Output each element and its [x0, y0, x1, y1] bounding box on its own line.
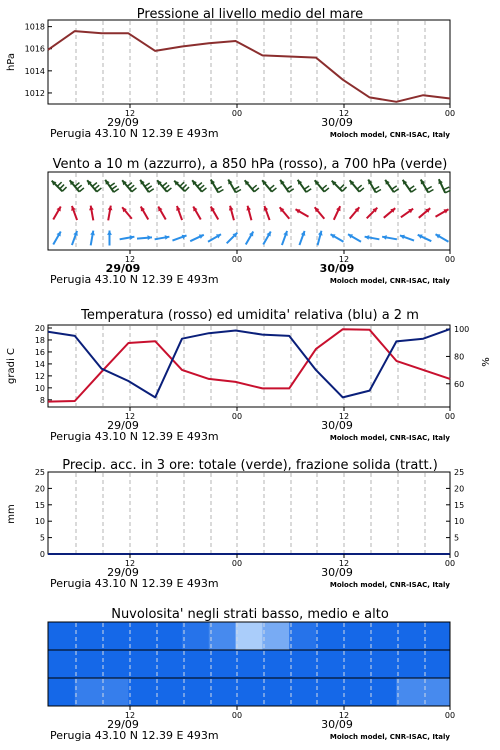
- temp-y-tick-label: 8: [39, 395, 45, 405]
- time-tick-label: 12: [124, 559, 136, 568]
- model-credit: Moloch model, CNR-ISAC, Italy: [329, 131, 450, 139]
- cloud-cell-basso: [236, 678, 263, 706]
- cloud-cell-basso: [396, 678, 423, 706]
- cloud-cell-alto: [155, 622, 182, 650]
- cloud-cell-medio: [102, 650, 129, 678]
- wind-arrow-700hPa: [157, 180, 171, 191]
- wind-barb: [200, 185, 205, 189]
- cloud-cell-basso: [128, 678, 155, 706]
- time-tick-label: 00: [444, 711, 456, 720]
- cloud-cell-medio: [128, 650, 155, 678]
- wind-arrow-10m: [190, 235, 204, 242]
- cloud-cell-alto: [236, 622, 263, 650]
- date-label: 30/09: [321, 718, 353, 731]
- wind-barb: [428, 189, 433, 192]
- wind-arrow-850hPa: [141, 207, 149, 220]
- temp-y-tick-label: 12: [34, 371, 45, 381]
- wind-barb: [167, 188, 172, 192]
- cloud-cell-alto: [102, 622, 129, 650]
- wind-barb: [272, 188, 277, 192]
- date-label: 30/09: [321, 116, 353, 129]
- precip-plot-frame: [48, 472, 450, 554]
- location-label: Perugia 43.10 N 12.39 E 493m: [50, 273, 219, 286]
- precip-y-tick-label: 10: [34, 517, 45, 527]
- temp-y-tick-label: 18: [34, 335, 45, 345]
- pressure-y-tick-label: 1016: [24, 44, 45, 54]
- cloud-cell-medio: [236, 650, 263, 678]
- time-tick-label: 12: [124, 109, 136, 118]
- wind-barb: [162, 183, 167, 187]
- wind-arrow-10m: [318, 231, 323, 245]
- cloud-cell-medio: [75, 650, 102, 678]
- wind-arrow-700hPa: [52, 181, 67, 192]
- wind-arrow-850hPa: [296, 209, 309, 217]
- wind-barb: [114, 189, 119, 192]
- wind-arrow-850hPa: [193, 207, 201, 220]
- wind-arrow-850hPa: [89, 206, 94, 221]
- wind-arrow-10m: [299, 231, 305, 245]
- wind-arrow-850hPa: [229, 206, 234, 220]
- date-label: 29/09: [105, 262, 141, 275]
- wind-arrow-700hPa: [421, 180, 434, 193]
- cloud-cell-basso: [316, 678, 343, 706]
- wind-barb: [306, 189, 311, 192]
- cloud-cell-alto: [75, 622, 102, 650]
- wind-barb: [92, 183, 97, 187]
- time-tick-label: 12: [338, 559, 350, 568]
- wind-arrow-700hPa: [174, 181, 189, 192]
- precip-y-tick-label-right: 0: [454, 550, 460, 559]
- wind-barb: [79, 188, 84, 192]
- wind-barb: [374, 186, 379, 189]
- cloud-cell-alto: [343, 622, 370, 650]
- wind-barb: [95, 185, 100, 189]
- wind-arrow-700hPa: [350, 180, 364, 191]
- wind-arrow-700hPa: [140, 180, 154, 192]
- wind-arrow-10m: [365, 235, 380, 240]
- wind-arrow-700hPa: [105, 180, 119, 192]
- wind-barb: [427, 186, 432, 189]
- cloud-cell-medio: [396, 650, 423, 678]
- wind-arrow-850hPa: [401, 209, 413, 218]
- temp-ylabel: gradi C: [6, 348, 17, 384]
- wind-barb: [60, 185, 64, 189]
- pressure-y-tick-label: 1012: [24, 88, 45, 98]
- wind-arrow-850hPa: [158, 207, 166, 220]
- wind-arrow-10m: [436, 234, 449, 242]
- wind-arrow-700hPa: [228, 180, 241, 193]
- wind-arrow-700hPa: [122, 180, 136, 191]
- temp-y-tick-label: 20: [34, 323, 45, 333]
- humidity-y-tick-label: 80: [454, 352, 465, 362]
- wind-barb: [97, 188, 102, 192]
- time-tick-label: 00: [231, 559, 243, 568]
- humidity-y-tick-label: 60: [454, 379, 465, 389]
- time-tick-label: 00: [231, 255, 243, 264]
- cloud-cell-alto: [209, 622, 236, 650]
- wind-barb: [62, 187, 66, 191]
- cloud-cell-medio: [262, 650, 289, 678]
- precip-y-tick-label: 15: [34, 500, 45, 510]
- wind-barb: [357, 185, 362, 189]
- wind-barb: [359, 188, 364, 192]
- wind-barb: [444, 187, 449, 190]
- precip-y-tick-label: 25: [34, 468, 45, 477]
- cloud-title: Nuvolosita' negli strati basso, medio e alto: [111, 607, 389, 622]
- wind-arrow-head: [147, 235, 152, 240]
- wind-arrow-10m: [90, 231, 95, 246]
- cloud-cell-alto: [316, 622, 343, 650]
- precip-y-tick-label: 0: [39, 550, 45, 559]
- time-tick-label: 00: [231, 109, 243, 118]
- cloud-cell-medio: [48, 650, 75, 678]
- location-label: Perugia 43.10 N 12.39 E 493m: [50, 430, 219, 443]
- time-tick-label: 12: [338, 412, 350, 421]
- cloud-cell-basso: [262, 678, 289, 706]
- wind-title: Vento a 10 m (azzurro), a 850 hPa (rosso), a 700 hPa (verde): [52, 157, 448, 172]
- wind-barb: [145, 183, 150, 186]
- cloud-cell-basso: [370, 678, 397, 706]
- time-tick-label: 12: [338, 255, 350, 264]
- time-tick-label: 00: [444, 559, 456, 568]
- wind-arrow-700hPa: [280, 180, 294, 192]
- wind-arrow-700hPa: [385, 180, 399, 192]
- precip-y-tick-label: 20: [34, 484, 45, 494]
- wind-arrow-850hPa: [280, 207, 290, 218]
- cloud-cell-medio: [289, 650, 316, 678]
- cloud-cell-alto: [396, 622, 423, 650]
- wind-arrow-10m: [331, 234, 344, 242]
- cloud-cell-basso: [48, 678, 75, 706]
- time-tick-label: 12: [124, 255, 136, 264]
- date-label: 30/09: [321, 566, 353, 579]
- wind-barb: [270, 185, 275, 189]
- cloud-cell-alto: [48, 622, 75, 650]
- wind-arrow-700hPa: [298, 180, 312, 192]
- wind-barb: [149, 189, 154, 192]
- date-label: 29/09: [107, 116, 139, 129]
- wind-barb: [132, 188, 137, 192]
- model-credit: Moloch model, CNR-ISAC, Italy: [329, 581, 450, 589]
- wind-arrow-10m: [107, 231, 112, 246]
- cloud-cell-basso: [289, 678, 316, 706]
- wind-arrow-700hPa: [87, 180, 101, 191]
- wind-arrow-10m: [418, 235, 432, 242]
- wind-barb: [57, 182, 61, 186]
- precip-y-tick-label-right: 10: [454, 517, 465, 527]
- wind-barb: [165, 185, 170, 189]
- date-label: 30/09: [319, 262, 355, 275]
- precip-ylabel: mm: [6, 504, 17, 524]
- temp-title: Temperatura (rosso) ed umidita' relativa (blu) a 2 m: [81, 308, 419, 323]
- wind-arrow-10m: [382, 235, 397, 240]
- temp-y-tick-label: 14: [34, 359, 45, 369]
- time-tick-label: 12: [124, 412, 136, 421]
- wind-arrow-850hPa: [211, 207, 219, 220]
- precip-y-tick-label-right: 15: [454, 500, 465, 510]
- time-tick-label: 12: [338, 711, 350, 720]
- model-credit: Moloch model, CNR-ISAC, Italy: [329, 434, 450, 442]
- time-tick-label: 00: [444, 412, 456, 421]
- time-tick-label: 00: [231, 711, 243, 720]
- wind-barb: [322, 185, 327, 189]
- pressure-title: Pressione al livello medio del mare: [136, 7, 364, 22]
- precip-title: Precip. acc. in 3 ore: totale (verde), frazione solida (tratt.): [62, 458, 438, 473]
- wind-arrow-700hPa: [368, 180, 381, 193]
- wind-barb: [217, 186, 222, 189]
- location-label: Perugia 43.10 N 12.39 E 493m: [50, 729, 219, 742]
- wind-barb: [340, 185, 344, 189]
- wind-barb: [197, 183, 202, 187]
- wind-barb: [252, 185, 257, 189]
- precip-y-tick-label-right: 5: [454, 533, 460, 543]
- wind-arrow-850hPa: [108, 206, 113, 221]
- time-tick-label: 12: [338, 109, 350, 118]
- precip-y-tick-label-right: 25: [454, 468, 465, 477]
- time-tick-label: 00: [444, 255, 456, 264]
- wind-barb: [304, 186, 309, 189]
- wind-arrow-10m: [72, 231, 78, 245]
- wind-arrow-10m: [227, 233, 238, 244]
- wind-arrow-700hPa: [211, 180, 224, 193]
- temp-y-tick-label: 16: [34, 347, 45, 357]
- temp-plot-frame: [48, 325, 450, 407]
- wind-arrow-10m: [53, 232, 61, 245]
- wind-arrow-700hPa: [192, 180, 206, 191]
- wind-barb: [254, 188, 259, 192]
- cloud-cell-medio: [423, 650, 450, 678]
- wind-arrow-10m: [282, 231, 288, 245]
- cloud-cell-basso: [423, 678, 450, 706]
- wind-barb: [392, 186, 397, 189]
- wind-arrow-850hPa: [350, 207, 360, 218]
- pressure-series-line: [48, 31, 450, 102]
- cloud-cell-alto: [262, 622, 289, 650]
- wind-arrow-10m: [348, 234, 361, 242]
- wind-arrow-850hPa: [315, 207, 325, 218]
- wind-barb: [202, 188, 207, 192]
- cloud-cell-basso: [75, 678, 102, 706]
- wind-arrow-head: [107, 231, 112, 235]
- wind-arrow-10m: [400, 235, 414, 241]
- wind-barb: [110, 183, 115, 186]
- date-label: 29/09: [107, 718, 139, 731]
- cloud-cell-basso: [102, 678, 129, 706]
- time-tick-label: 00: [231, 412, 243, 421]
- wind-arrow-850hPa: [384, 208, 395, 218]
- cloud-cell-alto: [289, 622, 316, 650]
- wind-arrow-850hPa: [246, 206, 251, 220]
- precip-y-tick-label: 5: [39, 533, 45, 543]
- wind-arrow-10m: [208, 234, 221, 242]
- cloud-cell-basso: [155, 678, 182, 706]
- cloud-cell-alto: [128, 622, 155, 650]
- humidity-y-tick-label: 100: [454, 325, 470, 335]
- cloud-cell-medio: [155, 650, 182, 678]
- cloud-cell-alto: [423, 622, 450, 650]
- precip-y-tick-label-right: 20: [454, 484, 465, 494]
- location-label: Perugia 43.10 N 12.39 E 493m: [50, 577, 219, 590]
- wind-barb: [147, 186, 152, 189]
- date-label: 30/09: [321, 419, 353, 432]
- wind-barb: [77, 185, 82, 189]
- pressure-y-tick-label: 1014: [24, 66, 45, 76]
- date-label: 29/09: [107, 566, 139, 579]
- date-label: 29/09: [107, 419, 139, 432]
- humidity-ylabel: %: [481, 357, 492, 367]
- wind-arrow-10m: [246, 232, 254, 245]
- cloud-cell-medio: [343, 650, 370, 678]
- pressure-y-tick-label: 1018: [24, 22, 45, 32]
- wind-barb: [180, 182, 184, 186]
- wind-barb: [218, 189, 223, 192]
- time-tick-label: 12: [124, 711, 136, 720]
- wind-arrow-850hPa: [436, 209, 449, 217]
- temperature-series-line: [48, 329, 450, 401]
- location-label: Perugia 43.10 N 12.39 E 493m: [50, 127, 219, 140]
- wind-barb: [185, 187, 189, 191]
- cloud-cell-basso: [343, 678, 370, 706]
- wind-barb: [376, 189, 381, 192]
- wind-barb: [324, 188, 329, 192]
- wind-arrow-700hPa: [403, 180, 417, 192]
- cloud-cell-medio: [316, 650, 343, 678]
- cloud-cell-basso: [182, 678, 209, 706]
- wind-arrow-700hPa: [70, 180, 84, 191]
- cloud-cell-alto: [182, 622, 209, 650]
- wind-arrow-10m: [120, 235, 135, 240]
- pressure-ylabel: hPa: [6, 52, 17, 72]
- wind-arrow-700hPa: [245, 180, 259, 191]
- wind-arrow-850hPa: [367, 208, 378, 219]
- cloud-cell-medio: [182, 650, 209, 678]
- cloud-cell-medio: [209, 650, 236, 678]
- model-credit: Moloch model, CNR-ISAC, Italy: [329, 277, 450, 285]
- wind-barb: [411, 189, 416, 192]
- wind-arrow-850hPa: [176, 206, 182, 220]
- cloud-cell-alto: [370, 622, 397, 650]
- model-credit: Moloch model, CNR-ISAC, Italy: [329, 733, 450, 741]
- wind-barb: [112, 186, 117, 189]
- wind-arrow-850hPa: [53, 207, 61, 220]
- wind-arrow-10m: [137, 235, 152, 240]
- cloud-cell-medio: [370, 650, 397, 678]
- wind-arrow-700hPa: [439, 179, 451, 193]
- temp-y-tick-label: 10: [34, 383, 45, 393]
- time-tick-label: 00: [444, 109, 456, 118]
- cloud-cell-basso: [209, 678, 236, 706]
- wind-barb: [409, 186, 414, 189]
- wind-arrow-850hPa: [334, 206, 341, 220]
- wind-arrow-850hPa: [264, 206, 270, 220]
